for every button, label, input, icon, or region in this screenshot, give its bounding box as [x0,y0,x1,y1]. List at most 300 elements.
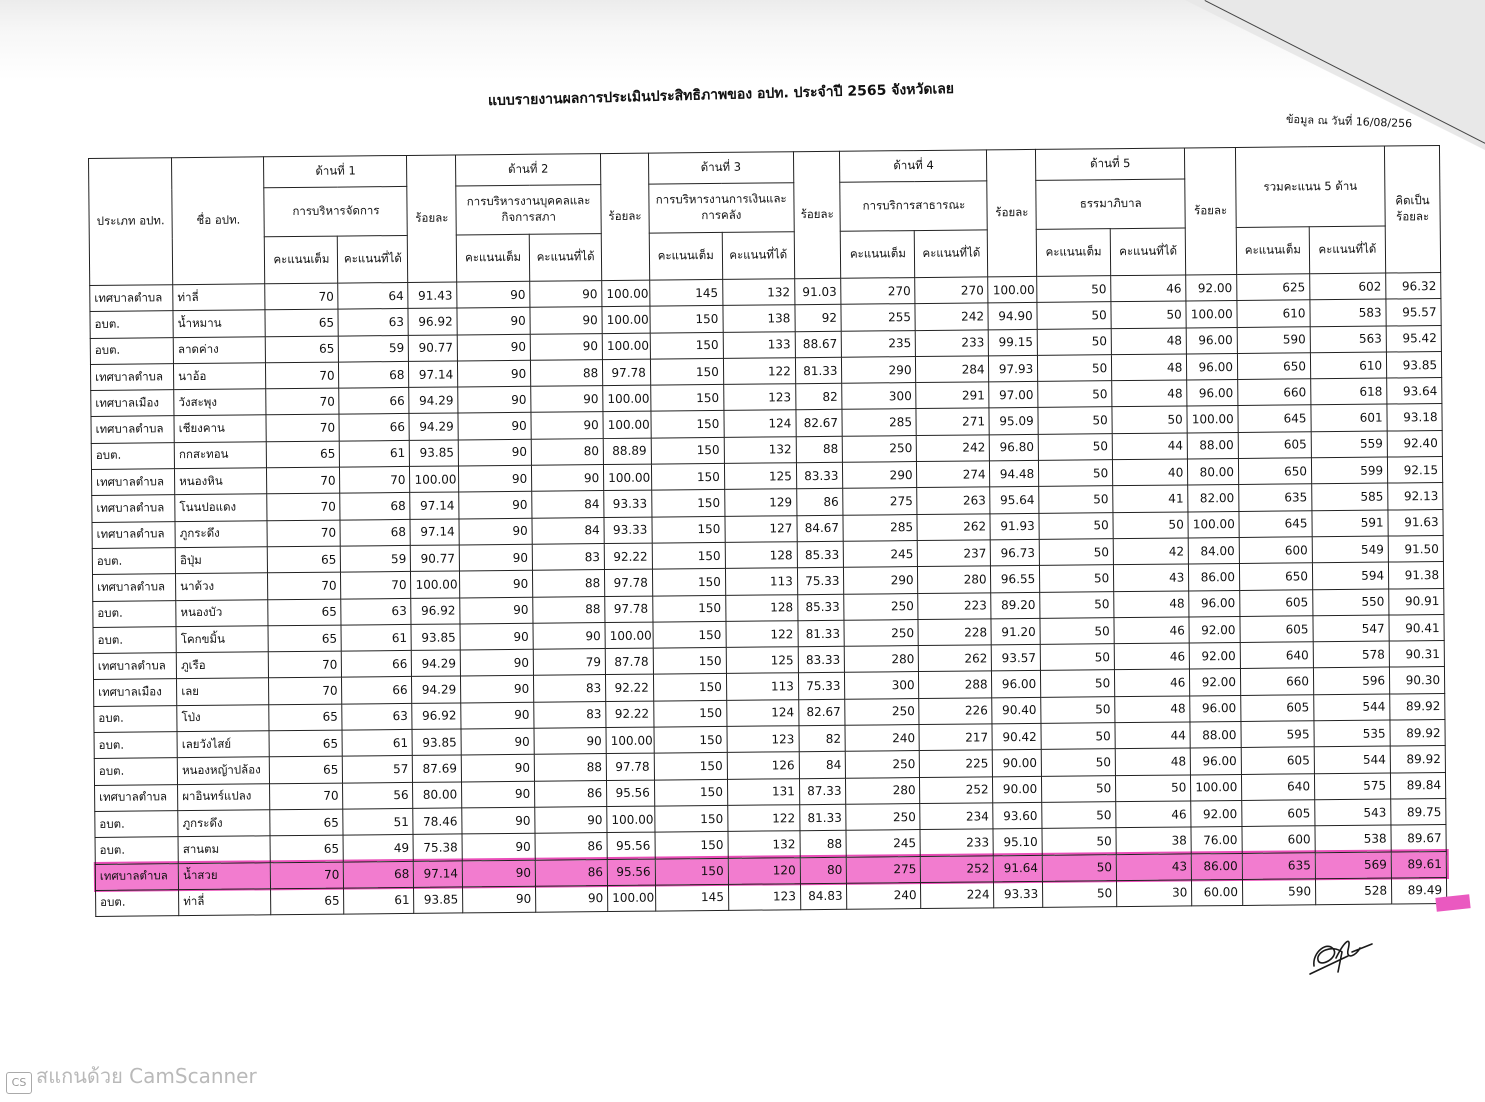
cell-value: 650 [1238,458,1311,485]
cell-value: 50 [1116,775,1191,802]
cell-value: 70 [268,572,341,599]
cell-value: 90 [460,597,533,624]
cell-org-type: อบต. [95,811,178,838]
cell-value: 660 [1238,379,1311,406]
cell-value: 245 [846,830,920,857]
cell-value: 46 [1114,617,1189,644]
cell-value: 132 [724,436,796,463]
cell-value: 150 [654,779,727,806]
cell-value: 575 [1314,773,1390,800]
cell-value: 618 [1311,378,1387,405]
cell-value: 132 [722,279,794,306]
cell-value: 83 [534,675,606,702]
header-percent-2: ร้อยละ [601,153,650,280]
cell-value: 285 [843,514,917,541]
cell-value: 95.64 [990,487,1039,514]
cell-value: 100.00 [411,571,460,598]
cell-value: 113 [725,568,797,595]
cell-value: 549 [1312,536,1388,563]
cell-value: 44 [1115,722,1190,749]
cell-value: 233 [920,829,993,856]
header-score-got: คะแนนที่ได้ [1110,228,1185,276]
cell-org-name: อิปุ่ม [175,547,268,574]
cell-value: 250 [846,803,920,830]
cell-value: 90 [462,860,535,887]
cell-value: 61 [344,887,414,914]
cell-org-type: อบต. [93,627,176,654]
cell-value: 41 [1113,485,1188,512]
cell-value: 263 [917,487,990,514]
cell-value: 100.00 [604,464,652,491]
cell-value: 70 [266,362,339,389]
cell-value: 70 [269,651,342,678]
cell-value: 90 [460,649,533,676]
cell-value: 91.50 [1388,535,1443,562]
header-score-got: คะแนนที่ได้ [1309,226,1386,274]
cell-value: 90.41 [1389,614,1444,641]
header-overall-percent: คิดเป็นร้อยละ [1384,146,1440,274]
cell-value: 70 [267,493,340,520]
cell-value: 92.40 [1387,430,1442,457]
cell-value: 94.29 [412,650,461,677]
cell-value: 50 [1041,723,1115,750]
cell-value: 86 [535,780,607,807]
cell-org-type: เทศบาลตำบล [92,495,175,522]
cell-value: 640 [1241,773,1314,800]
cell-value: 61 [342,729,412,756]
cell-value: 70 [265,283,338,310]
cell-value: 275 [847,856,921,883]
cell-org-type: อบต. [92,548,175,575]
cell-value: 122 [723,358,795,385]
cell-org-type: เทศบาลตำบล [90,364,173,391]
cell-value: 93.85 [1386,351,1441,378]
cell-value: 150 [654,753,727,780]
cell-value: 90 [530,307,602,334]
cell-value: 270 [915,277,988,304]
cell-value: 68 [340,519,410,546]
table-body [90,273,1447,917]
header-percent-1: ร้อยละ [407,155,457,282]
cell-org-name: หนองหญ้าปล้อง [177,757,270,784]
cell-org-name: วังสะพุง [174,389,267,416]
cell-value: 96.00 [992,671,1041,698]
cell-value: 544 [1314,694,1390,721]
cell-value: 100.00 [988,276,1037,303]
cell-value: 97.00 [989,382,1038,409]
header-score-got: คะแนนที่ได้ [722,232,794,280]
cell-value: 650 [1239,563,1312,590]
cell-value: 543 [1315,799,1391,826]
header-total-group: รวมคะแนน 5 ด้าน [1235,146,1385,227]
cell-value: 601 [1311,405,1387,432]
header-percent-4: ร้อยละ [987,149,1037,276]
cell-value: 86 [535,859,607,886]
cell-value: 80.00 [413,782,462,809]
header-aspect-5-num: ด้านที่ 5 [1036,148,1185,180]
cell-value: 96.00 [1190,748,1241,775]
cell-value: 590 [1242,879,1315,906]
cell-value: 91.64 [994,855,1043,882]
cell-value: 284 [916,356,989,383]
cell-value: 66 [339,414,409,441]
cell-value: 640 [1240,642,1313,669]
cell-org-name: น้ำหมาน [173,310,266,337]
cell-value: 285 [842,409,916,436]
cell-value: 90 [531,412,603,439]
cell-value: 81.33 [798,620,845,647]
cell-value: 591 [1312,510,1388,537]
cell-value: 95.57 [1386,299,1441,326]
cell-value: 70 [341,572,411,599]
cell-value: 70 [269,678,342,705]
cell-value: 583 [1310,299,1386,326]
cell-value: 150 [651,411,724,438]
cell-value: 559 [1311,431,1387,458]
cell-org-type: อบต. [94,732,177,759]
cell-value: 80 [531,438,603,465]
cell-value: 91.20 [991,618,1040,645]
cell-value: 280 [846,777,920,804]
cell-value: 90.00 [993,750,1042,777]
cell-value: 600 [1242,826,1315,853]
cell-value: 150 [655,832,728,859]
cell-value: 88 [531,359,603,386]
cell-value: 94.29 [409,387,458,414]
cell-value: 46 [1116,801,1191,828]
cell-value: 590 [1237,326,1310,353]
cell-value: 65 [269,730,342,757]
header-percent-5: ร้อยละ [1185,147,1237,274]
cell-value: 46 [1111,275,1186,302]
cell-value: 65 [268,599,341,626]
cell-value: 585 [1312,483,1388,510]
cell-value: 95.42 [1386,325,1441,352]
cell-value: 89.92 [1390,746,1445,773]
camscanner-watermark: สแกนด้วย CamScanner [36,1064,257,1088]
cell-value: 84.00 [1188,537,1239,564]
cell-value: 87.69 [413,755,462,782]
cell-value: 84 [799,752,846,779]
cell-value: 92.22 [604,543,652,570]
cell-value: 65 [267,441,340,468]
cell-value: 128 [726,594,798,621]
cell-value: 81.33 [800,804,847,831]
cell-value: 150 [651,490,724,517]
cell-value: 150 [653,648,726,675]
cell-value: 82 [795,383,842,410]
cell-value: 242 [915,303,988,330]
cell-value: 150 [652,542,725,569]
cell-value: 83.33 [796,462,843,489]
cell-value: 82 [799,725,846,752]
cell-value: 150 [651,463,724,490]
cell-value: 93.18 [1387,404,1442,431]
cell-org-name: ลาดค่าง [173,336,266,363]
cell-value: 50 [1112,406,1187,433]
cell-org-name: โนนปอแดง [175,494,268,521]
cell-value: 90 [459,465,532,492]
cell-value: 81.33 [795,357,842,384]
cell-value: 70 [271,862,344,889]
cell-value: 88.89 [603,438,651,465]
cell-value: 50 [1043,880,1117,907]
cell-org-type: อบต. [93,600,176,627]
cell-value: 228 [918,619,991,646]
cell-value: 70 [270,783,343,810]
cell-value: 274 [917,461,990,488]
cell-value: 48 [1114,591,1189,618]
cell-value: 95.10 [993,829,1042,856]
cell-value: 90 [530,281,602,308]
cell-value: 50 [1039,539,1113,566]
cell-value: 50 [1038,381,1112,408]
cell-value: 68 [340,493,410,520]
cell-value: 90 [461,676,534,703]
cell-value: 59 [339,335,409,362]
cell-value: 97.14 [410,519,459,546]
header-score-got: คะแนนที่ได้ [915,230,988,278]
cell-org-type: เทศบาลเมือง [91,390,174,417]
cell-value: 50 [1039,486,1113,513]
cell-value: 95.56 [607,859,655,886]
cell-value: 150 [653,621,726,648]
cell-value: 40 [1113,459,1188,486]
cell-value: 92.22 [606,675,654,702]
cell-org-name: สานตม [178,836,271,863]
cell-value: 100.00 [410,466,459,493]
cell-value: 48 [1111,328,1186,355]
cell-value: 48 [1112,380,1187,407]
cell-value: 126 [727,752,799,779]
cell-value: 63 [342,703,412,730]
cell-value: 92.15 [1387,457,1442,484]
cell-value: 61 [341,624,411,651]
cell-org-name: ท่าลี่ [173,284,266,311]
cell-org-name: เลย [177,678,270,705]
header-score-got: คะแนนที่ได้ [338,235,408,283]
cell-value: 96.00 [1187,353,1238,380]
header-aspect-2-num: ด้านที่ 2 [456,154,601,186]
cell-value: 90 [531,386,603,413]
cell-value: 97.78 [605,569,653,596]
cell-org-type: เทศบาลตำบล [90,285,173,312]
cell-value: 290 [842,356,916,383]
cell-value: 90 [534,728,606,755]
cell-value: 288 [919,671,992,698]
cell-value: 90 [532,465,604,492]
cell-value: 91.43 [408,282,457,309]
cell-value: 83.33 [798,646,845,673]
cell-value: 240 [845,725,919,752]
cell-value: 90 [462,807,535,834]
cell-value: 602 [1310,273,1386,300]
cell-value: 48 [1112,354,1187,381]
cell-value: 60.00 [1192,879,1243,906]
cell-value: 86 [797,489,844,516]
cell-value: 90 [460,571,533,598]
cell-value: 271 [916,408,989,435]
cell-value: 645 [1238,405,1311,432]
cell-value: 150 [651,437,724,464]
cell-value: 145 [655,884,728,911]
cell-value: 93.57 [992,645,1041,672]
header-full-score: คะแนนเต็ม [841,231,915,279]
cell-value: 50 [1039,460,1113,487]
cell-value: 123 [728,884,800,911]
cell-value: 93.33 [994,881,1043,908]
cell-value: 610 [1310,352,1386,379]
cell-value: 93.33 [604,517,652,544]
cell-value: 125 [724,463,796,490]
cell-value: 90 [459,492,532,519]
header-aspect-1-name: การบริหารจัดการ [264,186,407,236]
cell-value: 97.14 [414,860,463,887]
cell-value: 65 [265,309,338,336]
cell-value: 635 [1239,484,1312,511]
header-name: ชื่อ อปท. [172,157,266,285]
cell-value: 528 [1315,878,1391,905]
cell-value: 92.00 [1186,274,1237,301]
header-aspect-5-name: ธรรมาภิบาล [1036,179,1186,229]
cell-value: 535 [1314,720,1390,747]
cell-org-type: อบต. [96,889,179,916]
cell-value: 127 [725,515,797,542]
cell-value: 96.32 [1386,273,1441,300]
cell-value: 82.00 [1188,485,1239,512]
cell-value: 46 [1115,669,1190,696]
cell-value: 51 [343,808,413,835]
cell-value: 96.92 [411,598,460,625]
cell-value: 96.73 [991,539,1040,566]
cell-value: 290 [844,567,918,594]
cell-org-type: อบต. [94,758,177,785]
cell-value: 59 [341,545,411,572]
cell-value: 128 [725,542,797,569]
cell-value: 252 [920,776,993,803]
cell-value: 125 [726,647,798,674]
cell-value: 300 [842,383,916,410]
cell-value: 50 [1111,301,1186,328]
cell-value: 90 [461,728,534,755]
cell-org-name: ท่าลี่ [179,889,272,916]
cell-value: 150 [654,700,727,727]
cell-org-type: อบต. [90,337,173,364]
cell-value: 578 [1313,641,1389,668]
cell-value: 250 [844,619,918,646]
cell-value: 84.67 [797,515,844,542]
cell-value: 133 [723,331,795,358]
cell-value: 605 [1241,695,1314,722]
cell-value: 92 [795,305,842,332]
cell-value: 120 [728,857,800,884]
cell-value: 605 [1238,432,1311,459]
header-aspect-3-num: ด้านที่ 3 [648,152,793,184]
cell-value: 83 [534,701,606,728]
cell-value: 92.13 [1388,483,1443,510]
cell-value: 91.63 [1388,509,1443,536]
cell-value: 124 [727,699,799,726]
cell-value: 87.78 [605,648,653,675]
evaluation-table [88,145,1447,917]
cell-value: 300 [845,672,919,699]
cell-value: 233 [916,329,989,356]
cell-org-name: โคกขมิ้น [176,626,269,653]
cell-value: 547 [1313,615,1389,642]
cell-value: 600 [1239,537,1312,564]
cell-value: 90 [535,806,607,833]
cell-value: 75.33 [798,673,845,700]
cell-value: 262 [917,514,990,541]
cell-org-name: โป่ง [177,705,270,732]
cell-value: 650 [1237,353,1310,380]
cell-value: 240 [847,882,921,909]
cell-value: 90 [462,833,535,860]
cell-value: 94.29 [409,413,458,440]
cell-value: 100.00 [1188,511,1239,538]
cell-value: 97.93 [989,355,1038,382]
cell-value: 93.85 [411,624,460,651]
cell-value: 129 [725,489,797,516]
cell-value: 50 [1040,644,1114,671]
cell-value: 88.00 [1187,432,1238,459]
cell-value: 97.14 [409,361,458,388]
cell-value: 596 [1313,667,1389,694]
cell-value: 70 [267,520,340,547]
cell-value: 90 [459,544,532,571]
cell-org-type: เทศบาลตำบล [91,416,174,443]
cell-value: 88 [533,596,605,623]
cell-value: 250 [845,698,919,725]
cell-org-name: ภูกระดึง [175,520,268,547]
cell-value: 85.33 [797,541,844,568]
cell-value: 150 [653,595,726,622]
cell-value: 96.92 [412,703,461,730]
cell-value: 50 [1038,355,1112,382]
cell-org-name: นาด้วง [176,573,269,600]
cell-value: 88 [796,436,843,463]
cell-value: 290 [843,462,917,489]
cell-org-name: หนองบัว [176,599,269,626]
cell-value: 270 [841,278,915,305]
cell-value: 660 [1240,668,1313,695]
cell-value: 97.14 [410,492,459,519]
cell-value: 90.77 [411,545,460,572]
cell-value: 50 [1037,302,1111,329]
cell-value: 90 [530,333,602,360]
data-date: ข้อมูล ณ วันที่ 16/08/256 [1285,112,1413,131]
cell-value: 50 [1042,854,1116,881]
cell-value: 93.60 [993,802,1042,829]
cell-value: 94.90 [988,303,1037,330]
cell-org-type: อบต. [95,837,178,864]
cell-value: 80 [800,857,847,884]
cell-value: 96.55 [991,566,1040,593]
cell-value: 46 [1114,643,1189,670]
cell-value: 44 [1112,433,1187,460]
cell-value: 93.85 [412,729,461,756]
cell-value: 97.78 [603,359,651,386]
header-percent-3: ร้อยละ [793,151,841,278]
highlighter-stroke [1435,894,1470,911]
cell-value: 90 [458,386,531,413]
cell-value: 131 [727,778,799,805]
cell-value: 123 [727,726,799,753]
cell-value: 43 [1114,564,1189,591]
cell-value: 150 [652,569,725,596]
cell-value: 76.00 [1191,827,1242,854]
cell-value: 68 [344,861,414,888]
